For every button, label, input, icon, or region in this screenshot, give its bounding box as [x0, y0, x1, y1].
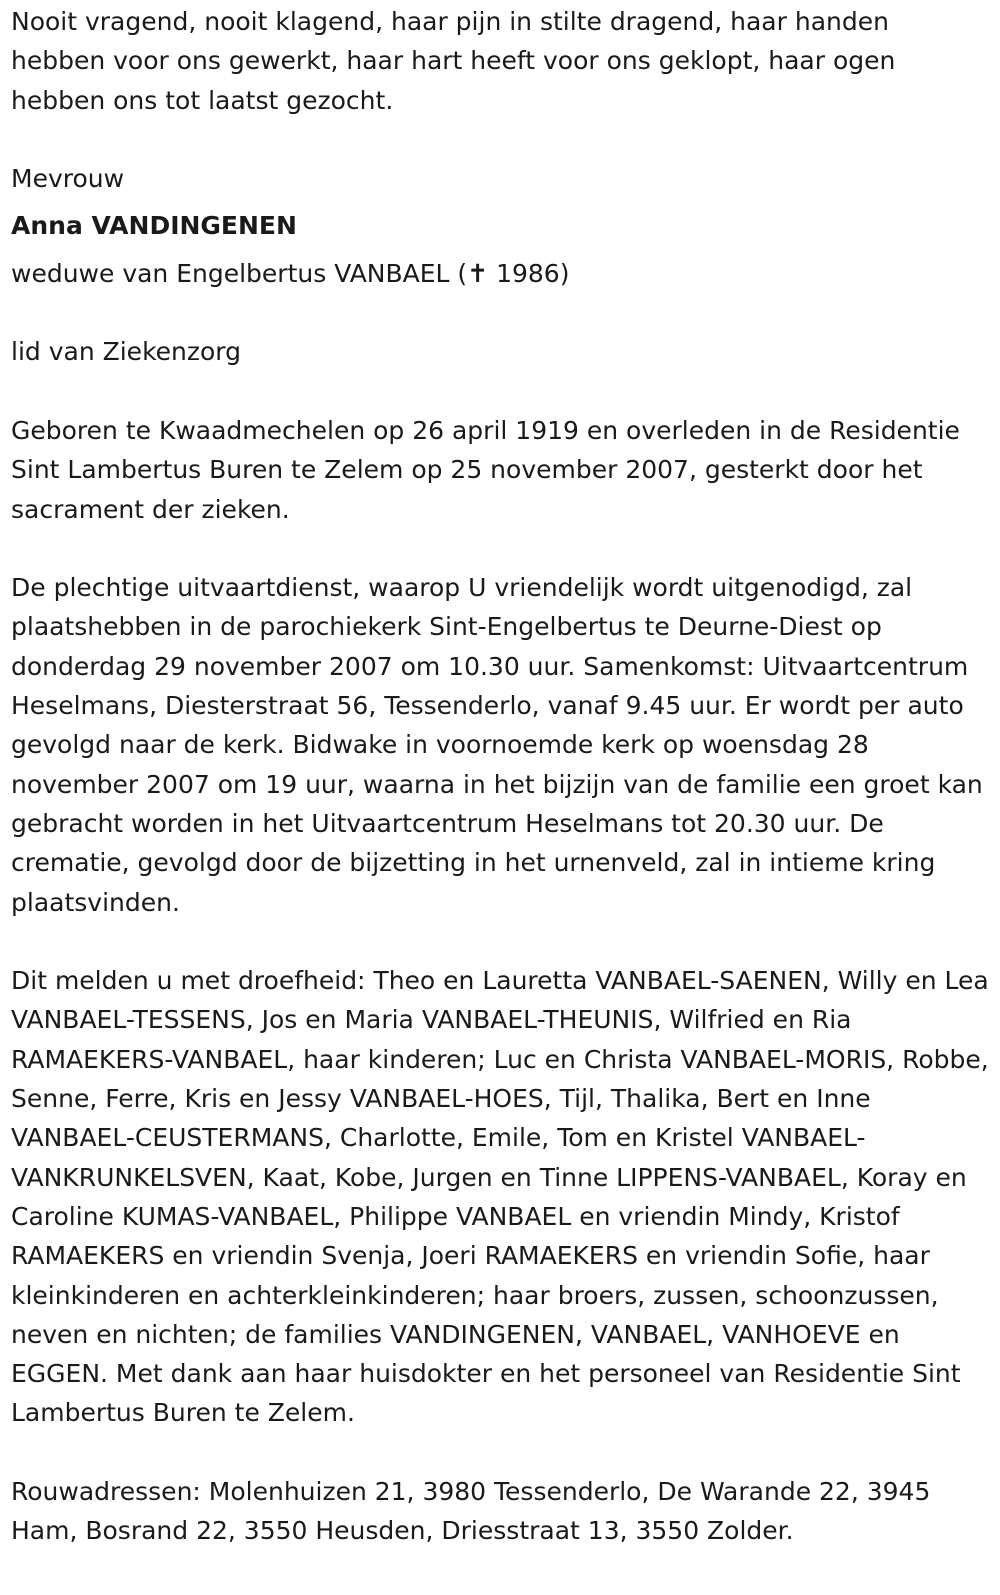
- spacer: [11, 529, 990, 568]
- honorific: Mevrouw: [11, 164, 125, 194]
- family-paragraph: Dit melden u met droefheid: Theo en Lauretta VANBAEL-SAENEN, Willy en Lea VANBAEL-TESSENS, Jos en Maria VANBAEL-THEUNIS, Wilfried en Ria RAMAEKERS-VANBAEL, haar kinderen; Luc en Christa VANBAEL-MORIS, Robbe, Senne, Ferre, Kris en Jessy VANBAEL-HOES, Tijl, Thalika, Bert en Inne VANBAEL-CEUSTERMANS, Charlotte, Emile, Tom en Kristel VANBAEL-VANKRUNKELSVEN, Kaat, Kobe, Jurgen en Tinne LIPPENS-VANBAEL, Koray en Caroline KUMAS-VANBAEL, Philippe VANBAEL en vriendin Mindy, Kristof RAMAEKERS en vriendin Svenja, Joeri RAMAEKERS en vriendin Sofie, haar kleinkinderen en achterkleinkinderen; haar broers, zussen, schoonzussen, neven en nichten; de families VANDINGENEN, VANBAEL, VANHOEVE en EGGEN. Met dank aan haar huisdokter en het personeel van Residentie Sint Lambertus Buren te Zelem.: [11, 966, 989, 1428]
- spacer: [11, 372, 990, 411]
- spacer: [11, 120, 990, 159]
- membership-line: lid van Ziekenzorg: [11, 337, 242, 367]
- deceased-name: Anna VANDINGENEN: [11, 211, 297, 241]
- funeral-service-paragraph: De plechtige uitvaartdienst, waarop U vriendelijk wordt uitgenodigd, zal plaatshebben in de parochiekerk Sint-Engelbertus te Deurne-Diest op donderdag 29 november 2007 om 10.30 uur. Samenkomst: Uitvaartcentrum Heselmans, Diesterstraat 56, Tessenderlo, vanaf 9.45 uur. Er wordt per auto gevolgd naar de kerk. Bidwake in voornoemde kerk op woensdag 28 november 2007 om 19 uur, waarna in het bijzijn van de familie een groet kan gebracht worden in het Uitvaartcentrum Heselmans tot 20.30 uur. De crematie, gevolgd door de bijzetting in het urnenveld, zal in intieme kring plaatsvinden.: [11, 573, 983, 917]
- widow-of-line: weduwe van Engelbertus VANBAEL (✝ 1986): [11, 258, 570, 288]
- condolence-addresses: Rouwadressen: Molenhuizen 21, 3980 Tessenderlo, De Warande 22, 3945 Ham, Bosrand 22, 3550 Heusden, Driesstraat 13, 3550 Zolder.: [11, 1476, 931, 1546]
- birth-death-paragraph: Geboren te Kwaadmechelen op 26 april 1919 en overleden in de Residentie Sint Lambertus Buren te Zelem op 25 november 2007, gesterkt door het sacrament der zieken.: [11, 415, 960, 524]
- spacer: [11, 922, 990, 961]
- poem-paragraph: Nooit vragend, nooit klagend, haar pijn in stilte dragend, haar handen hebben voor ons gewerkt, haar hart heeft voor ons geklopt, haar ogen hebben ons tot laatst gezocht.: [11, 7, 896, 115]
- spacer: [11, 1433, 990, 1472]
- spacer: [11, 293, 990, 332]
